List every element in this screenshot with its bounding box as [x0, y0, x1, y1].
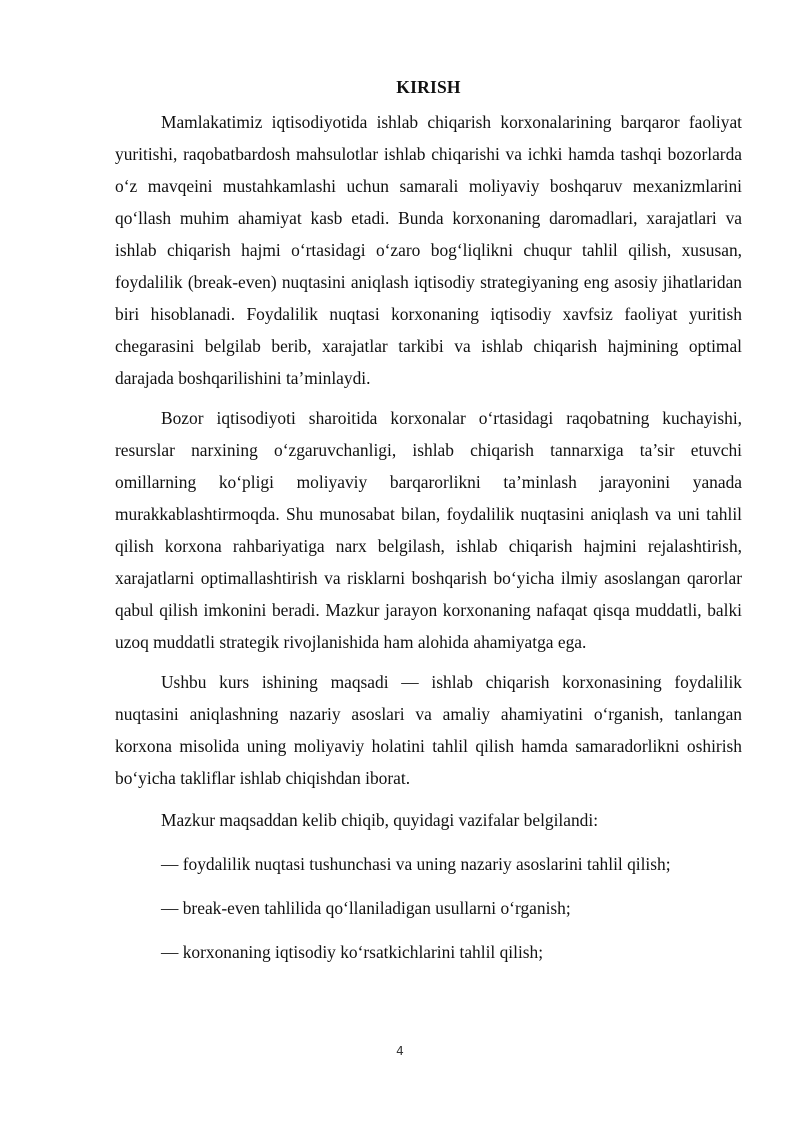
task-item-2: — break-even tahlilida qo‘llaniladigan usullarni o‘rganish;	[161, 898, 571, 918]
paragraph-2: Bozor iqtisodiyoti sharoitida korxonalar o‘rtasidagi raqobatning kuchayishi, resurslar narxining o‘zgaruvchanligi, ishlab chiqarish tannarxiga ta’sir etuvchi omillarning ko‘pligi moliyaviy barqarorlikni ta’minlash jarayonini yanada murakkablashtirmoqda. Shu munosabat bilan, foydalilik nuqtasini aniqlash va uni tahlil qilish korxona rahbariyatiga narx belgilash, ishlab chiqarish hajmini rejalashtirish, xarajatlarni optimallashtirish va risklarni boshqarish bo‘yicha ilmiy asoslangan qarorlar qabul qilish imkonini beradi. Mazkur jarayon korxonaning nafaqat qisqa muddatli, balki uzoq muddatli strategik rivojlanishida ham alohida ahamiyatga ega.	[115, 408, 742, 652]
task-item-3: — korxonaning iqtisodiy ko‘rsatkichlarini tahlil qilish;	[161, 942, 544, 962]
section-title: KIRISH	[396, 77, 461, 97]
task-item-1: — foydalilik nuqtasi tushunchasi va uning nazariy asoslarini tahlil qilish;	[161, 854, 671, 874]
paragraph-1: Mamlakatimiz iqtisodiyotida ishlab chiqarish korxonalarining barqaror faoliyat yuritishi, raqobatbardosh mahsulotlar ishlab chiqarishi va ichki hamda tashqi bozorlarda o‘z mavqeini mustahkamlashi uchun samarali moliyaviy boshqaruv mexanizmlarini qo‘llash muhim ahamiyat kasb etadi. Bunda korxonaning daromadlari, xarajatlari va ishlab chiqarish hajmi o‘rtasidagi o‘zaro bog‘liqlikni chuqur tahlil qilish, xususan, foydalilik (break-even) nuqtasini aniqlash iqtisodiy strategiyaning eng asosiy jihatlaridan biri hisoblanadi. Foydalilik nuqtasi korxonaning iqtisodiy xavfsiz faoliyat yuritish chegarasini belgilab berib, xarajatlar tarkibi va ishlab chiqarish hajmining optimal darajada boshqarilishini ta’minlaydi.	[115, 112, 742, 388]
page-number: 4	[396, 1044, 404, 1058]
paragraph-3: Ushbu kurs ishining maqsadi — ishlab chiqarish korxonasining foydalilik nuqtasini aniqlashning nazariy asoslari va amaliy ahamiyatini o‘rganish, tanlangan korxona misolida uning moliyaviy holatini tahlil qilish hamda samaradorlikni oshirish bo‘yicha takliflar ishlab chiqishdan iborat.	[115, 672, 742, 788]
page-content	[115, 76, 742, 980]
tasks-intro-line: Mazkur maqsaddan kelib chiqib, quyidagi vazifalar belgilandi:	[161, 810, 599, 830]
